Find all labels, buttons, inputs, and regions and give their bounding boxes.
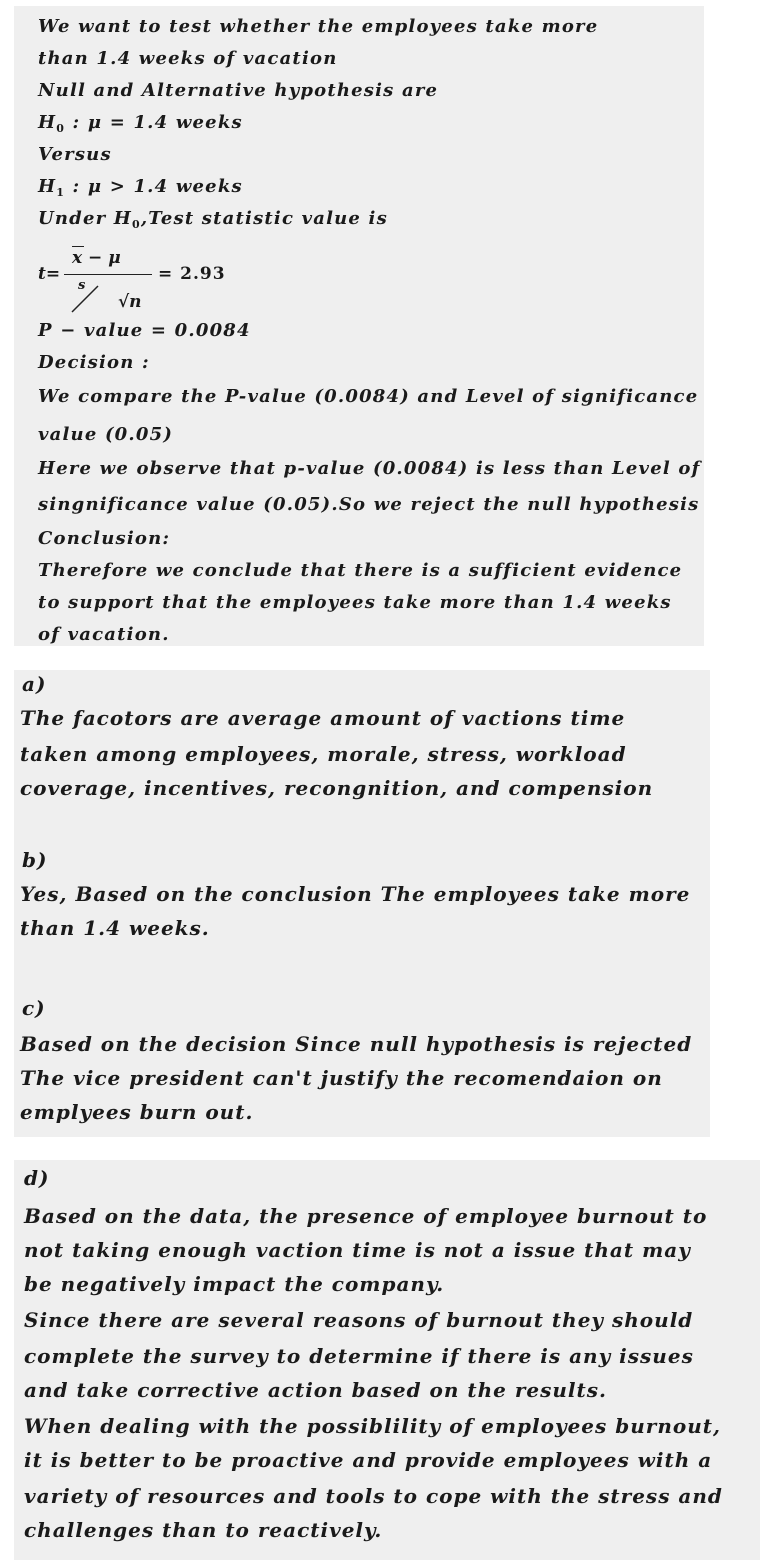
conclusion-line-3: of vacation. bbox=[38, 624, 170, 645]
answer-a-label: a) bbox=[22, 672, 47, 696]
answer-d-line-9: variety of resources and tools to cope with the stress and bbox=[24, 1484, 723, 1508]
answer-d-line-8: it is better to be proactive and provide employees with a bbox=[24, 1448, 713, 1472]
answer-a-line-2: taken among employees, morale, stress, workload bbox=[20, 742, 627, 766]
h1-symbol: H bbox=[38, 176, 57, 197]
t-statistic-value: = 2.93 bbox=[158, 264, 226, 284]
under-text-rest: ,Test statistic value is bbox=[140, 208, 388, 229]
hypothesis-test-panel bbox=[14, 6, 704, 646]
answer-c-line-2: The vice president can't justify the recomendaion on bbox=[20, 1066, 663, 1090]
answer-c-line-1: Based on the decision Since null hypothesis is rejected bbox=[20, 1032, 693, 1056]
answer-d-line-6: and take corrective action based on the results. bbox=[24, 1378, 607, 1402]
answer-d-panel bbox=[14, 1160, 760, 1560]
answer-c-panel bbox=[14, 972, 710, 1137]
answer-a-panel bbox=[14, 670, 710, 810]
answer-d-line-2: not taking enough vaction time is not a issue that may bbox=[24, 1238, 691, 1262]
conclusion-line-1: Therefore we conclude that there is a sufficient evidence bbox=[38, 560, 683, 581]
formula-s: s bbox=[78, 278, 86, 293]
alt-hypothesis bbox=[38, 176, 243, 199]
slash-divider-icon bbox=[68, 278, 108, 318]
decision-heading: Decision : bbox=[38, 352, 150, 373]
answer-b-panel bbox=[14, 810, 710, 972]
under-subscript: 0 bbox=[131, 218, 141, 231]
intro-line-1: We want to test whether the employees take more bbox=[38, 16, 599, 37]
answer-d-line-3: be negatively impact the company. bbox=[24, 1272, 445, 1296]
answer-d-line-7: When dealing with the possiblility of employees burnout, bbox=[24, 1414, 721, 1438]
h0-symbol: H bbox=[38, 112, 57, 133]
answer-c-label: c) bbox=[22, 996, 46, 1020]
h0-subscript: 0 bbox=[56, 122, 66, 135]
answer-c-line-3: emplyees burn out. bbox=[20, 1100, 254, 1124]
under-text: Under H bbox=[38, 208, 132, 229]
t-label: t= bbox=[38, 264, 61, 284]
test-statistic-intro bbox=[38, 208, 388, 231]
decision-line-3: Here we observe that p-value (0.0084) is less than Level of bbox=[38, 458, 701, 479]
formula-sqrt-n: √n bbox=[118, 292, 142, 312]
answer-d-line-5: complete the survey to determine if there is any issues bbox=[24, 1344, 694, 1368]
conclusion-heading: Conclusion: bbox=[38, 528, 171, 549]
answer-a-line-3: coverage, incentives, recongnition, and compension bbox=[20, 776, 654, 800]
answer-b-label: b) bbox=[22, 848, 48, 872]
x-bar-line bbox=[72, 246, 84, 247]
answer-b-line-2: than 1.4 weeks. bbox=[20, 916, 210, 940]
decision-line-1: We compare the P-value (0.0084) and Level of significance bbox=[38, 386, 699, 407]
decision-line-2: value (0.05) bbox=[38, 424, 174, 445]
answer-d-line-1: Based on the data, the presence of employee burnout to bbox=[24, 1204, 708, 1228]
conclusion-line-2: to support that the employees take more than 1.4 weeks bbox=[38, 592, 672, 613]
answer-b-line-1: Yes, Based on the conclusion The employees take more bbox=[20, 882, 691, 906]
null-hypothesis bbox=[38, 112, 243, 135]
h1-statement: : μ > 1.4 weeks bbox=[72, 176, 243, 197]
intro-line-2: than 1.4 weeks of vacation bbox=[38, 48, 338, 69]
decision-line-4: singnificance value (0.05).So we reject the null hypothesis bbox=[38, 494, 700, 515]
t-statistic-formula bbox=[38, 244, 278, 324]
answer-a-line-1: The facotors are average amount of vactions time bbox=[20, 706, 626, 730]
answer-d-line-4: Since there are several reasons of burnout they should bbox=[24, 1308, 694, 1332]
fraction-bar bbox=[64, 274, 152, 275]
intro-line-3: Null and Alternative hypothesis are bbox=[38, 80, 439, 101]
formula-numerator: x − μ bbox=[72, 248, 121, 268]
versus-label: Versus bbox=[38, 144, 112, 165]
h0-statement: : μ = 1.4 weeks bbox=[72, 112, 243, 133]
answer-d-label: d) bbox=[24, 1166, 50, 1190]
h1-subscript: 1 bbox=[56, 186, 66, 199]
p-value-line: P − value = 0.0084 bbox=[38, 320, 251, 341]
answer-d-line-10: challenges than to reactively. bbox=[24, 1518, 383, 1542]
